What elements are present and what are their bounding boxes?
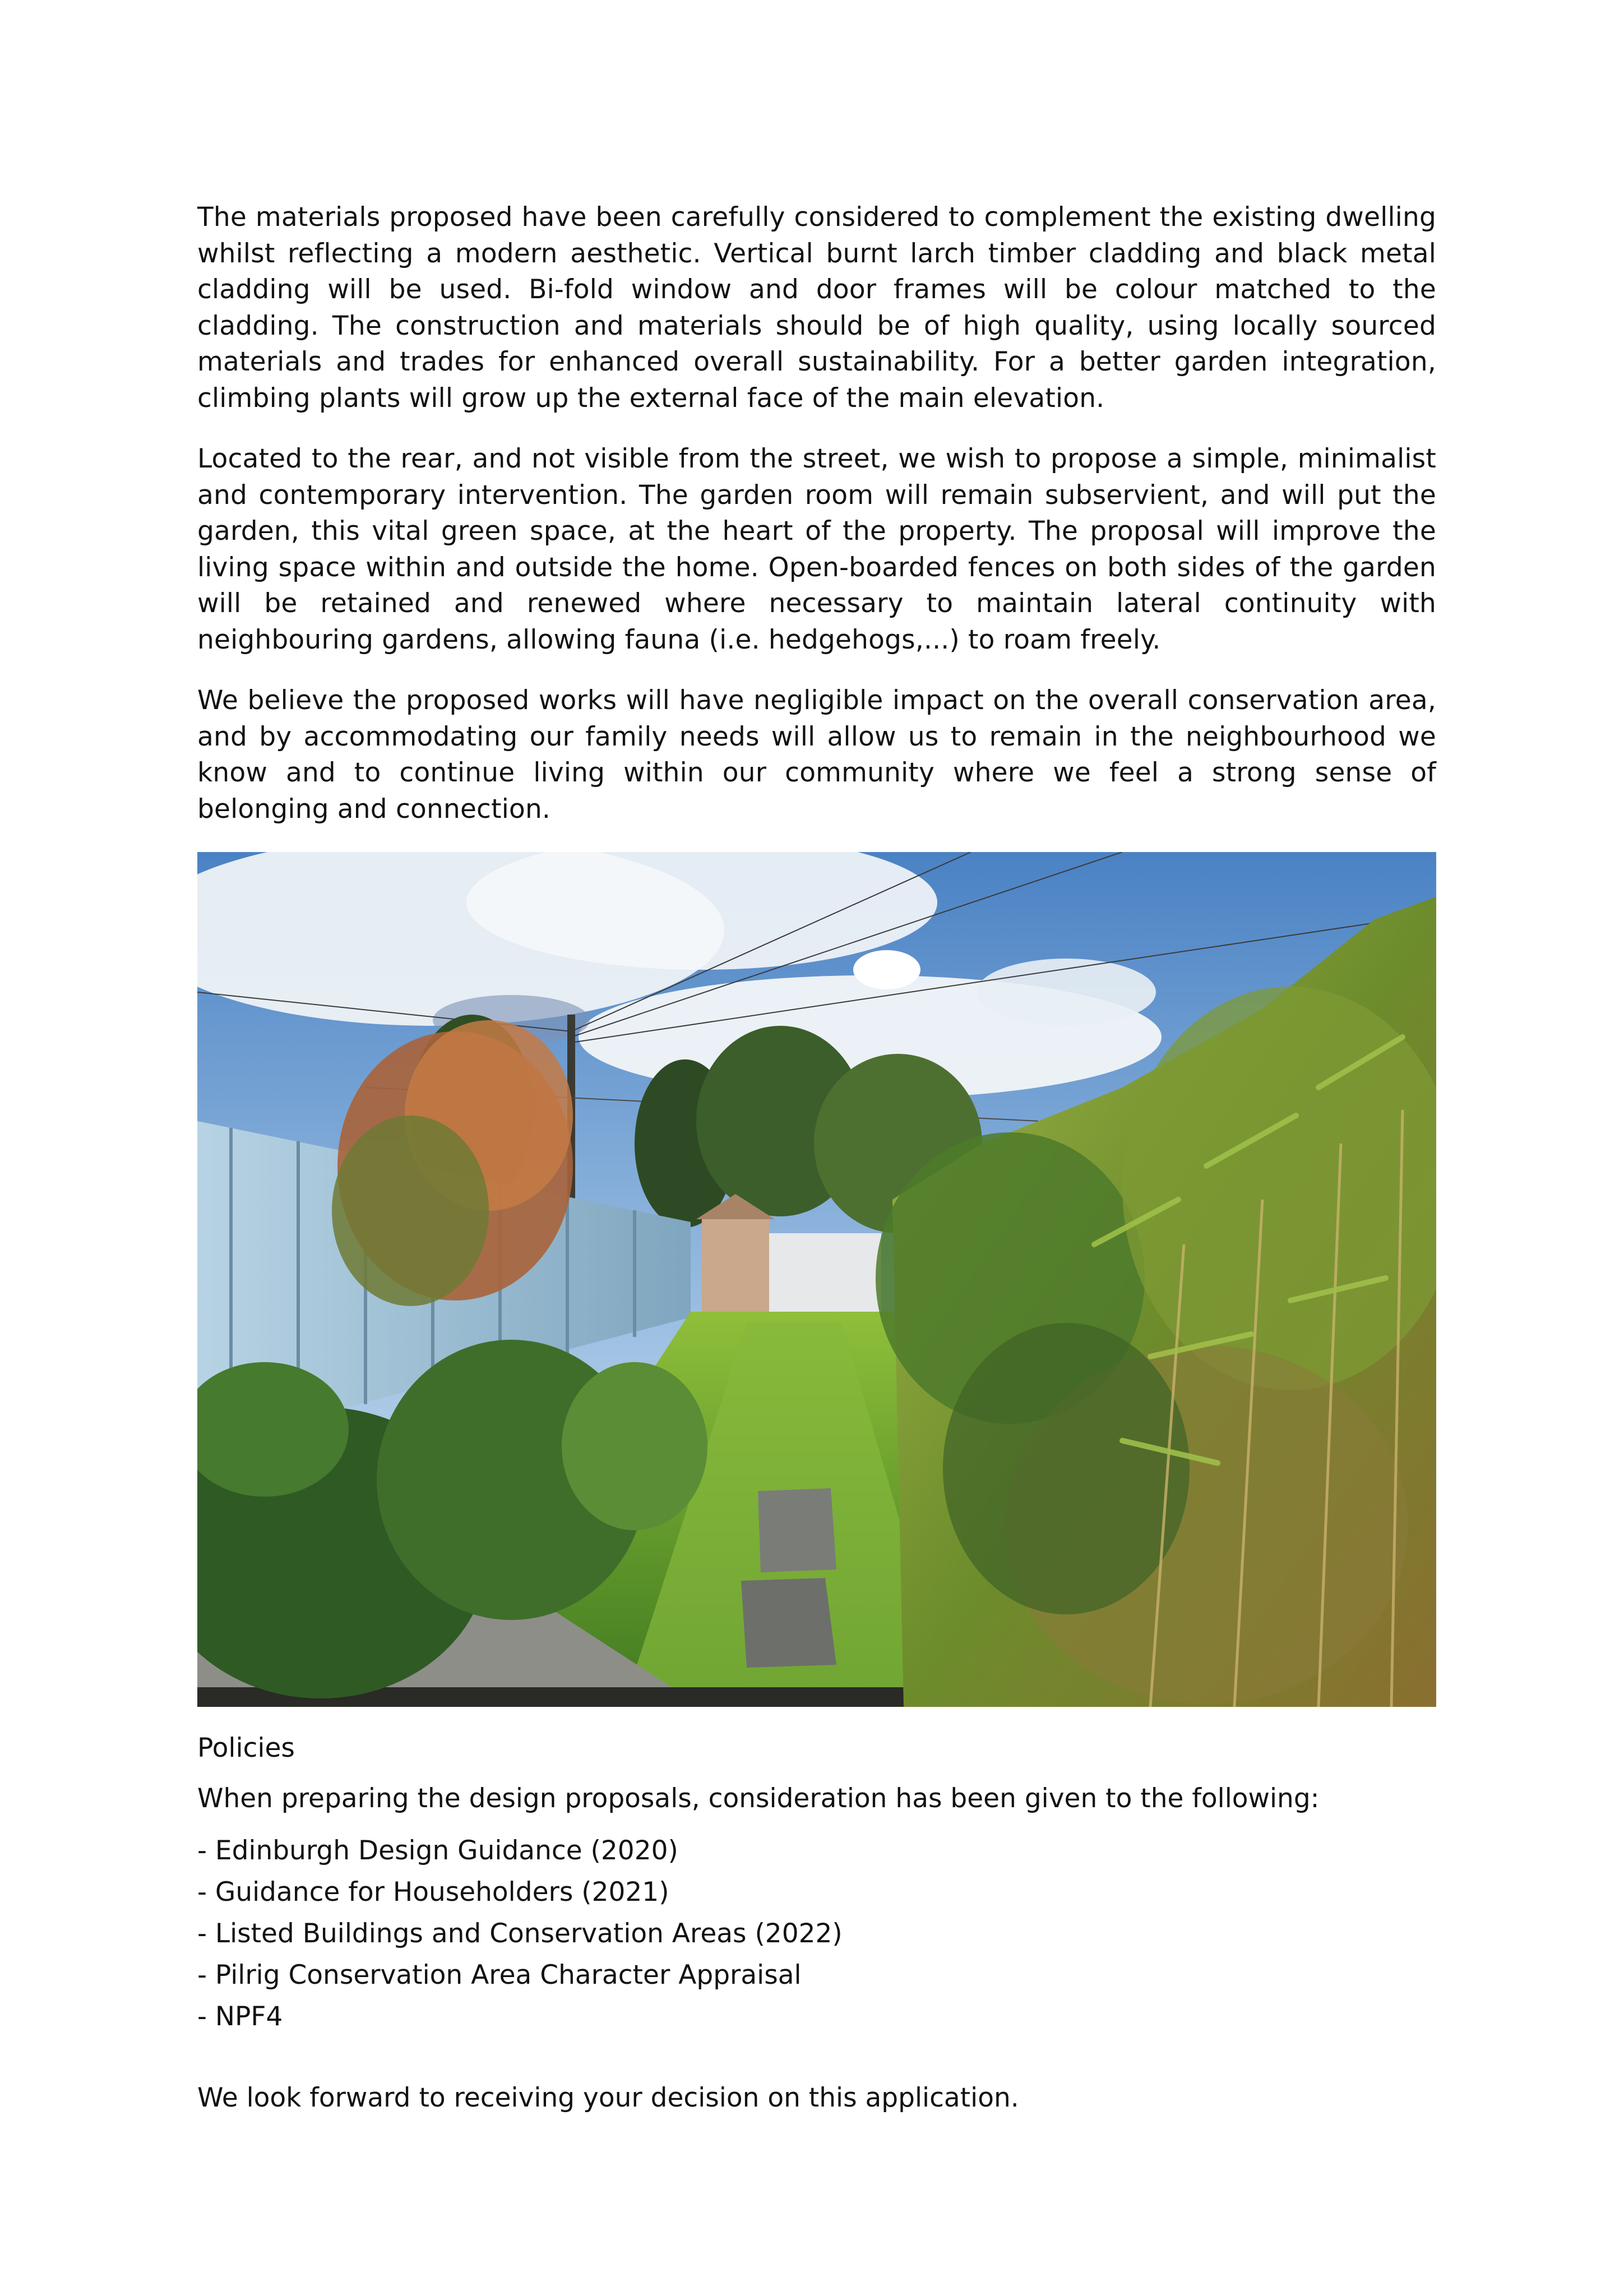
closing-statement: We look forward to receiving your decision on this application. — [197, 2082, 1019, 2113]
policy-item: - Listed Buildings and Conservation Areas (2022) — [197, 1918, 843, 1949]
garden-photo-illustration — [197, 852, 1436, 1707]
document-page — [197, 200, 1436, 2116]
paragraph-materials: The materials proposed have been carefully considered to complement the existing dwelling whilst reflecting a modern aesthetic. Vertical burnt larch timber cladding and black metal cladding will be used. Bi-fold window and door frames will be colour matched to the cladding. The construction and materials should be of high quality, using locally sourced materials and trades for enhanced overall sustainability. For a better garden integration, climbing plants will grow up the external face of the main elevation. — [197, 202, 1436, 414]
policy-item: - Pilrig Conservation Area Character Appraisal — [197, 1960, 802, 1991]
policy-item: - Edinburgh Design Guidance (2020) — [197, 1835, 678, 1866]
policy-item: - Guidance for Householders (2021) — [197, 1877, 669, 1908]
policy-item: - NPF4 — [197, 2001, 283, 2032]
garden-photo — [197, 852, 1436, 1707]
paragraph-impact: We believe the proposed works will have negligible impact on the overall conservation area, and by accommodating our family needs will allow us to remain in the neighbourhood we know and to continue living within our community where we feel a strong sense of belonging and connection. — [197, 685, 1436, 825]
policy-list — [197, 1830, 1436, 2038]
policies-intro: When preparing the design proposals, consideration has been given to the following: — [197, 1783, 1320, 1814]
policies-heading: Policies — [197, 1733, 295, 1763]
paragraph-location: Located to the rear, and not visible from the street, we wish to propose a simple, minimalist and contemporary intervention. The garden room will remain subservient, and will put the garden, this vital green space, at the heart of the property. The proposal will improve the living space within and outside the home. Open-boarded fences on both sides of the garden will be retained and renewed where necessary to maintain lateral continuity with neighbouring gardens, allowing fauna (i.e. hedgehogs,...) to roam freely. — [197, 443, 1436, 655]
